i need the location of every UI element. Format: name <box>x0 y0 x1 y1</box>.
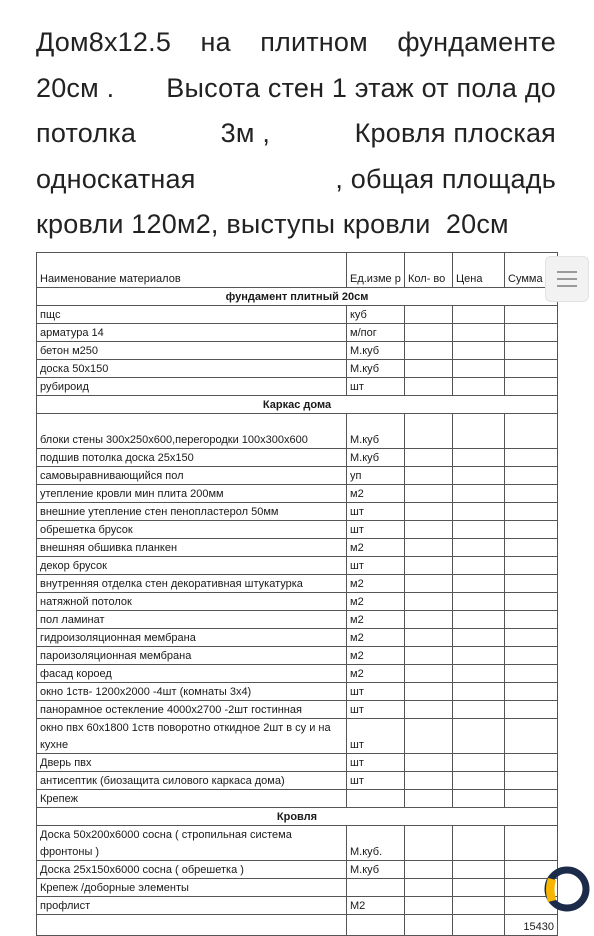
sum-cell <box>505 521 558 539</box>
column-header-qty: Кол- во <box>405 253 453 288</box>
unit-cell: шт <box>347 719 405 754</box>
quantity-cell <box>405 414 453 449</box>
material-name-cell: декор брусок <box>37 557 347 575</box>
logo-graphic <box>540 864 590 914</box>
quantity-cell <box>405 683 453 701</box>
table-row <box>37 557 558 575</box>
table-row <box>37 539 558 557</box>
unit-cell: м2 <box>347 575 405 593</box>
section-title <box>37 288 558 306</box>
material-name-cell: утепление кровли мин плита 200мм <box>37 485 347 503</box>
price-cell <box>453 485 505 503</box>
section-title <box>37 808 558 826</box>
section-title-text: Кровля <box>276 810 318 823</box>
sum-cell <box>505 701 558 719</box>
section-title <box>37 396 558 414</box>
sum-cell <box>505 306 558 324</box>
unit-cell: шт <box>347 557 405 575</box>
sum-cell <box>505 575 558 593</box>
hamburger-menu-icon <box>557 271 577 273</box>
material-name-cell: блоки стены 300х250х600,перегородки 100х300х600 <box>37 414 347 449</box>
material-name-cell: Дверь пвх <box>37 754 347 772</box>
material-name-cell: пароизоляционная мембрана <box>37 647 347 665</box>
unit-cell <box>347 790 405 808</box>
unit-cell: М.куб <box>347 414 405 449</box>
quantity-cell <box>405 754 453 772</box>
unit-cell: м2 <box>347 647 405 665</box>
quantity-cell <box>405 342 453 360</box>
unit-cell: М.куб <box>347 449 405 467</box>
material-name-cell: окно 1ств- 1200х2000 -4шт (комнаты 3х4) <box>37 683 347 701</box>
unit-cell: М.куб <box>347 342 405 360</box>
material-name-cell: Крепеж <box>37 790 347 808</box>
material-name-cell: доска 50х150 <box>37 360 347 378</box>
material-name-cell: натяжной потолок <box>37 593 347 611</box>
price-cell <box>453 879 505 897</box>
table-row <box>37 324 558 342</box>
empty-cell <box>453 915 505 936</box>
empty-cell <box>405 915 453 936</box>
unit-cell: м2 <box>347 665 405 683</box>
unit-cell: шт <box>347 378 405 396</box>
price-cell <box>453 790 505 808</box>
heading-text: фундаменте <box>397 27 556 57</box>
sum-cell <box>505 611 558 629</box>
table-row <box>37 683 558 701</box>
column-header-name: Наименование материалов <box>37 253 347 288</box>
quantity-cell <box>405 378 453 396</box>
sum-cell <box>505 772 558 790</box>
material-name-cell: профлист <box>37 897 347 915</box>
table-row <box>37 449 558 467</box>
heading-text: Кровля плоская <box>354 118 556 148</box>
material-name-cell: фасад короед <box>37 665 347 683</box>
hamburger-menu-icon <box>557 285 577 287</box>
material-name-cell: бетон м250 <box>37 342 347 360</box>
quantity-cell <box>405 719 453 754</box>
unit-cell: шт <box>347 521 405 539</box>
quantity-cell <box>405 897 453 915</box>
material-name-cell: Доска 50х200х6000 сосна ( стропильная система фронтоны ) <box>37 826 347 861</box>
material-name-cell: обрешетка брусок <box>37 521 347 539</box>
unit-cell <box>347 879 405 897</box>
section-title-text: Каркас дома <box>262 398 332 411</box>
table-row <box>37 593 558 611</box>
price-cell <box>453 503 505 521</box>
section-header-row <box>37 288 558 306</box>
sum-cell <box>505 467 558 485</box>
quantity-cell <box>405 701 453 719</box>
sum-cell <box>505 557 558 575</box>
heading-line-1 <box>36 20 556 66</box>
price-cell <box>453 378 505 396</box>
material-name-cell: внутренняя отделка стен декоративная штукатурка <box>37 575 347 593</box>
unit-cell: шт <box>347 683 405 701</box>
price-cell <box>453 557 505 575</box>
sum-cell <box>505 790 558 808</box>
table-row <box>37 467 558 485</box>
table-row <box>37 503 558 521</box>
quantity-cell <box>405 826 453 861</box>
price-cell <box>453 897 505 915</box>
quantity-cell <box>405 521 453 539</box>
quantity-cell <box>405 575 453 593</box>
table-row <box>37 575 558 593</box>
material-name-cell: пщс <box>37 306 347 324</box>
price-cell <box>453 324 505 342</box>
unit-cell: уп <box>347 467 405 485</box>
table-header-row <box>37 253 558 288</box>
sum-cell <box>505 342 558 360</box>
sum-cell <box>505 683 558 701</box>
unit-cell: шт <box>347 772 405 790</box>
quantity-cell <box>405 467 453 485</box>
heading-text: 3м , <box>220 118 271 148</box>
document-heading <box>36 20 556 248</box>
material-name-cell: арматура 14 <box>37 324 347 342</box>
sum-cell <box>505 503 558 521</box>
price-cell <box>453 826 505 861</box>
unit-cell: М.куб <box>347 861 405 879</box>
sum-cell <box>505 378 558 396</box>
material-name-cell: подшив потолка доска 25х150 <box>37 449 347 467</box>
table-row <box>37 414 558 449</box>
quantity-cell <box>405 647 453 665</box>
table-row <box>37 378 558 396</box>
price-cell <box>453 647 505 665</box>
price-cell <box>453 342 505 360</box>
material-name-cell: окно пвх 60х1800 1ств поворотно откидное 2шт в су и на кухне <box>37 719 347 754</box>
price-cell <box>453 521 505 539</box>
unit-cell: М.куб. <box>347 826 405 861</box>
sum-cell <box>505 665 558 683</box>
total-sum-cell: 15430 <box>505 915 558 936</box>
material-name-cell: антисептик (биозащита силового каркаса дома) <box>37 772 347 790</box>
price-cell <box>453 719 505 754</box>
quantity-cell <box>405 665 453 683</box>
price-cell <box>453 861 505 879</box>
column-header-price: Цена <box>453 253 505 288</box>
material-name-cell: рубироид <box>37 378 347 396</box>
price-cell <box>453 772 505 790</box>
material-name-cell: Крепеж /доборные элементы <box>37 879 347 897</box>
table-row <box>37 521 558 539</box>
price-cell <box>453 306 505 324</box>
unit-cell: м2 <box>347 629 405 647</box>
table-row <box>37 647 558 665</box>
price-cell <box>453 665 505 683</box>
heading-text: 20см . <box>36 72 115 103</box>
table-row <box>37 485 558 503</box>
table-row <box>37 754 558 772</box>
hamburger-menu-icon <box>557 278 577 280</box>
sum-cell <box>505 754 558 772</box>
sum-cell <box>505 449 558 467</box>
table-row <box>37 611 558 629</box>
price-cell <box>453 683 505 701</box>
unit-cell: шт <box>347 754 405 772</box>
table-row <box>37 861 558 879</box>
unit-cell: м2 <box>347 539 405 557</box>
unit-cell: куб <box>347 306 405 324</box>
sum-cell <box>505 360 558 378</box>
material-name-cell: самовыравнивающийся пол <box>37 467 347 485</box>
material-name-cell: внешние утепление стен пенопластерол 50мм <box>37 503 347 521</box>
price-cell <box>453 449 505 467</box>
total-row <box>37 915 558 936</box>
section-header-row <box>37 396 558 414</box>
heading-text: , общая площадь <box>335 163 556 194</box>
sum-cell <box>505 826 558 861</box>
sum-cell <box>505 414 558 449</box>
heading-text: односкатная <box>36 163 196 194</box>
price-cell <box>453 360 505 378</box>
material-name-cell: внешняя обшивка планкен <box>37 539 347 557</box>
table-row <box>37 790 558 808</box>
sum-cell <box>505 324 558 342</box>
quantity-cell <box>405 503 453 521</box>
price-cell <box>453 414 505 449</box>
quantity-cell <box>405 861 453 879</box>
unit-cell: м/пог <box>347 324 405 342</box>
sum-cell <box>505 719 558 754</box>
heading-line-5 <box>36 202 556 248</box>
table-row <box>37 719 558 754</box>
price-cell <box>453 629 505 647</box>
sum-cell <box>505 629 558 647</box>
quantity-cell <box>405 449 453 467</box>
heading-line-4 <box>36 157 556 203</box>
heading-text: кровли 120м2, выступы кровли 20см <box>36 209 509 239</box>
sum-cell <box>505 485 558 503</box>
sum-cell <box>505 539 558 557</box>
quantity-cell <box>405 879 453 897</box>
materials-table <box>36 252 558 936</box>
material-name-cell: панорамное остекление 4000х2700 -2шт гостинная <box>37 701 347 719</box>
table-row <box>37 772 558 790</box>
table-row <box>37 629 558 647</box>
material-name-cell: пол ламинат <box>37 611 347 629</box>
table-row <box>37 360 558 378</box>
quantity-cell <box>405 539 453 557</box>
price-cell <box>453 575 505 593</box>
table-row <box>37 665 558 683</box>
quantity-cell <box>405 306 453 324</box>
heading-line-3 <box>36 111 556 157</box>
column-header-sum: Сумма <box>505 253 558 288</box>
table-row <box>37 306 558 324</box>
sum-cell <box>505 647 558 665</box>
unit-cell: М.куб <box>347 360 405 378</box>
unit-cell: М2 <box>347 897 405 915</box>
section-header-row <box>37 808 558 826</box>
empty-cell <box>37 915 347 936</box>
quantity-cell <box>405 485 453 503</box>
quantity-cell <box>405 629 453 647</box>
price-cell <box>453 701 505 719</box>
menu-button[interactable] <box>545 256 589 302</box>
heading-text: плитном <box>260 27 368 57</box>
price-cell <box>453 754 505 772</box>
heading-text: Дом8х12.5 <box>36 27 172 57</box>
quantity-cell <box>405 324 453 342</box>
quantity-cell <box>405 790 453 808</box>
quantity-cell <box>405 360 453 378</box>
brand-logo-icon[interactable] <box>540 864 590 914</box>
unit-cell: м2 <box>347 593 405 611</box>
quantity-cell <box>405 557 453 575</box>
heading-line-2 <box>36 66 556 112</box>
table-row <box>37 342 558 360</box>
unit-cell: м2 <box>347 611 405 629</box>
empty-cell <box>347 915 405 936</box>
price-cell <box>453 539 505 557</box>
price-cell <box>453 611 505 629</box>
column-header-unit: Ед.изме р <box>347 253 405 288</box>
quantity-cell <box>405 611 453 629</box>
heading-text: Высота стен 1 этаж от пола до <box>166 72 556 103</box>
price-cell <box>453 467 505 485</box>
table-row <box>37 826 558 861</box>
heading-text: потолка <box>36 118 137 148</box>
table-row <box>37 701 558 719</box>
unit-cell: м2 <box>347 485 405 503</box>
heading-text: на <box>200 27 231 57</box>
unit-cell: шт <box>347 503 405 521</box>
section-title-text: фундамент плитный 20см <box>225 290 369 303</box>
unit-cell: шт <box>347 701 405 719</box>
table-row <box>37 897 558 915</box>
quantity-cell <box>405 772 453 790</box>
table-row <box>37 879 558 897</box>
sum-cell <box>505 593 558 611</box>
material-name-cell: гидроизоляционная мембрана <box>37 629 347 647</box>
price-cell <box>453 593 505 611</box>
quantity-cell <box>405 593 453 611</box>
material-name-cell: Доска 25х150х6000 сосна ( обрешетка ) <box>37 861 347 879</box>
